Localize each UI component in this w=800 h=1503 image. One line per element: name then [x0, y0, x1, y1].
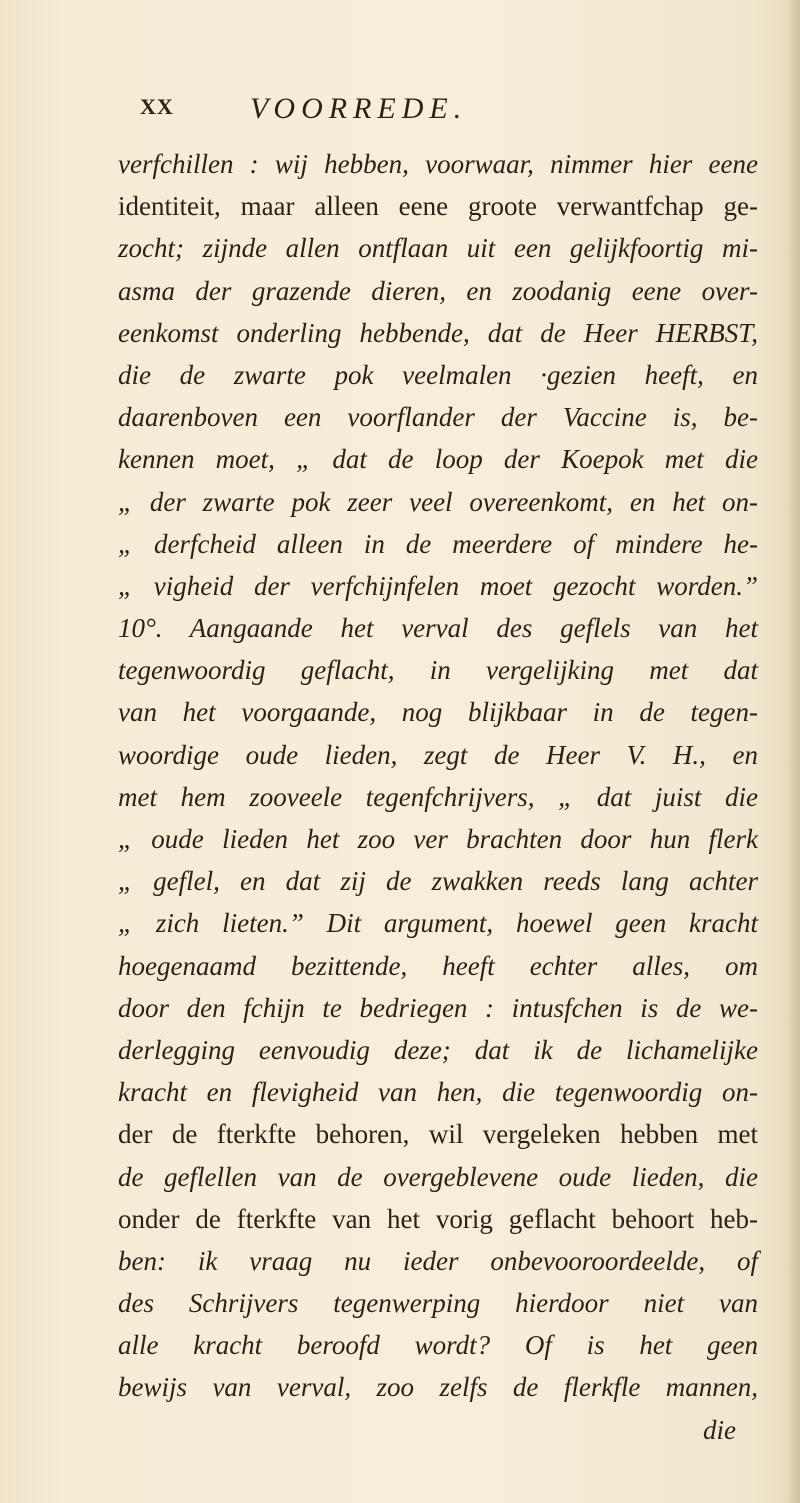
- text-line: kennen moet, „ dat de loop der Koepok met die: [118, 444, 758, 475]
- text-line: tegenwoordig geflacht, in vergelijking met dat: [118, 655, 758, 686]
- text-line: bewijs van verval, zoo zelfs de flerkfle mannen,: [118, 1372, 758, 1403]
- text-line: derlegging eenvoudig deze; dat ik de lichamelijke: [118, 1034, 758, 1065]
- text-line: „ derfcheid alleen in de meerdere of mindere he-: [118, 528, 758, 559]
- text-line: door den fchijn te bedriegen : intusfchen is de we-: [118, 992, 758, 1023]
- text-line: met hem zooveele tegenfchrijvers, „ dat juist die: [118, 781, 758, 812]
- text-line: van het voorgaande, nog blijkbaar in de tegen-: [118, 697, 758, 728]
- text-line: kracht en flevigheid van hen, die tegenwoordig on-: [118, 1077, 758, 1108]
- text-line: woordige oude lieden, zegt de Heer V. H., en: [118, 739, 758, 770]
- text-line: ben: ik vraag nu ieder onbevooroordeelde, of: [118, 1245, 758, 1276]
- page-body: [118, 143, 758, 1451]
- text-line: eenkomst onderling hebbende, dat de Heer HERBST,: [118, 317, 758, 348]
- text-line: „ zich lieten.” Dit argument, hoewel geen kracht: [118, 908, 758, 939]
- text-line: „ vigheid der verfchijnfelen moet gezocht worden.”: [118, 570, 758, 601]
- text-line: onder de fterkfte van het vorig geflacht behoort heb-: [118, 1203, 758, 1234]
- text-line: „ der zwarte pok zeer veel overeenkomt, en het on-: [118, 486, 758, 517]
- catchword: die: [703, 1414, 736, 1445]
- running-header: [140, 92, 740, 132]
- running-head-title: VOORREDE.: [250, 92, 468, 125]
- text-line: „ oude lieden het zoo ver brachten door hun flerk: [118, 824, 758, 854]
- page-edge-shadow: [786, 0, 800, 1503]
- text-line: die de zwarte pok veelmalen ·gezien heeft, en: [118, 359, 758, 390]
- text-line: de geflellen van de overgeblevene oude lieden, die: [118, 1161, 758, 1192]
- text-line: hoegenaamd bezittende, heeft echter alles, om: [118, 950, 758, 981]
- text-line: des Schrijvers tegenwerping hierdoor niet van: [118, 1288, 758, 1319]
- text-line: daarenboven een voorflander der Vaccine is, be-: [118, 402, 758, 433]
- text-line: zocht; zijnde allen ontflaan uit een gelijkfoortig mi-: [118, 233, 758, 264]
- text-line: asma der grazende dieren, en zoodanig eene over-: [118, 275, 758, 306]
- text-line: der de fterkfte behoren, wil vergeleken hebben met: [118, 1119, 758, 1150]
- page-number: XX: [140, 94, 174, 119]
- text-line: „ geflel, en dat zij de zwakken reeds lang achter: [118, 866, 758, 897]
- text-line: 10°. Aangaande het verval des geflels van het: [118, 613, 758, 644]
- text-line: alle kracht beroofd wordt? Of is het geen: [118, 1330, 758, 1361]
- text-line: identiteit, maar alleen eene groote verwantfchap ge-: [118, 191, 758, 222]
- text-line: verfchillen : wij hebben, voorwaar, nimmer hier eene: [118, 149, 758, 179]
